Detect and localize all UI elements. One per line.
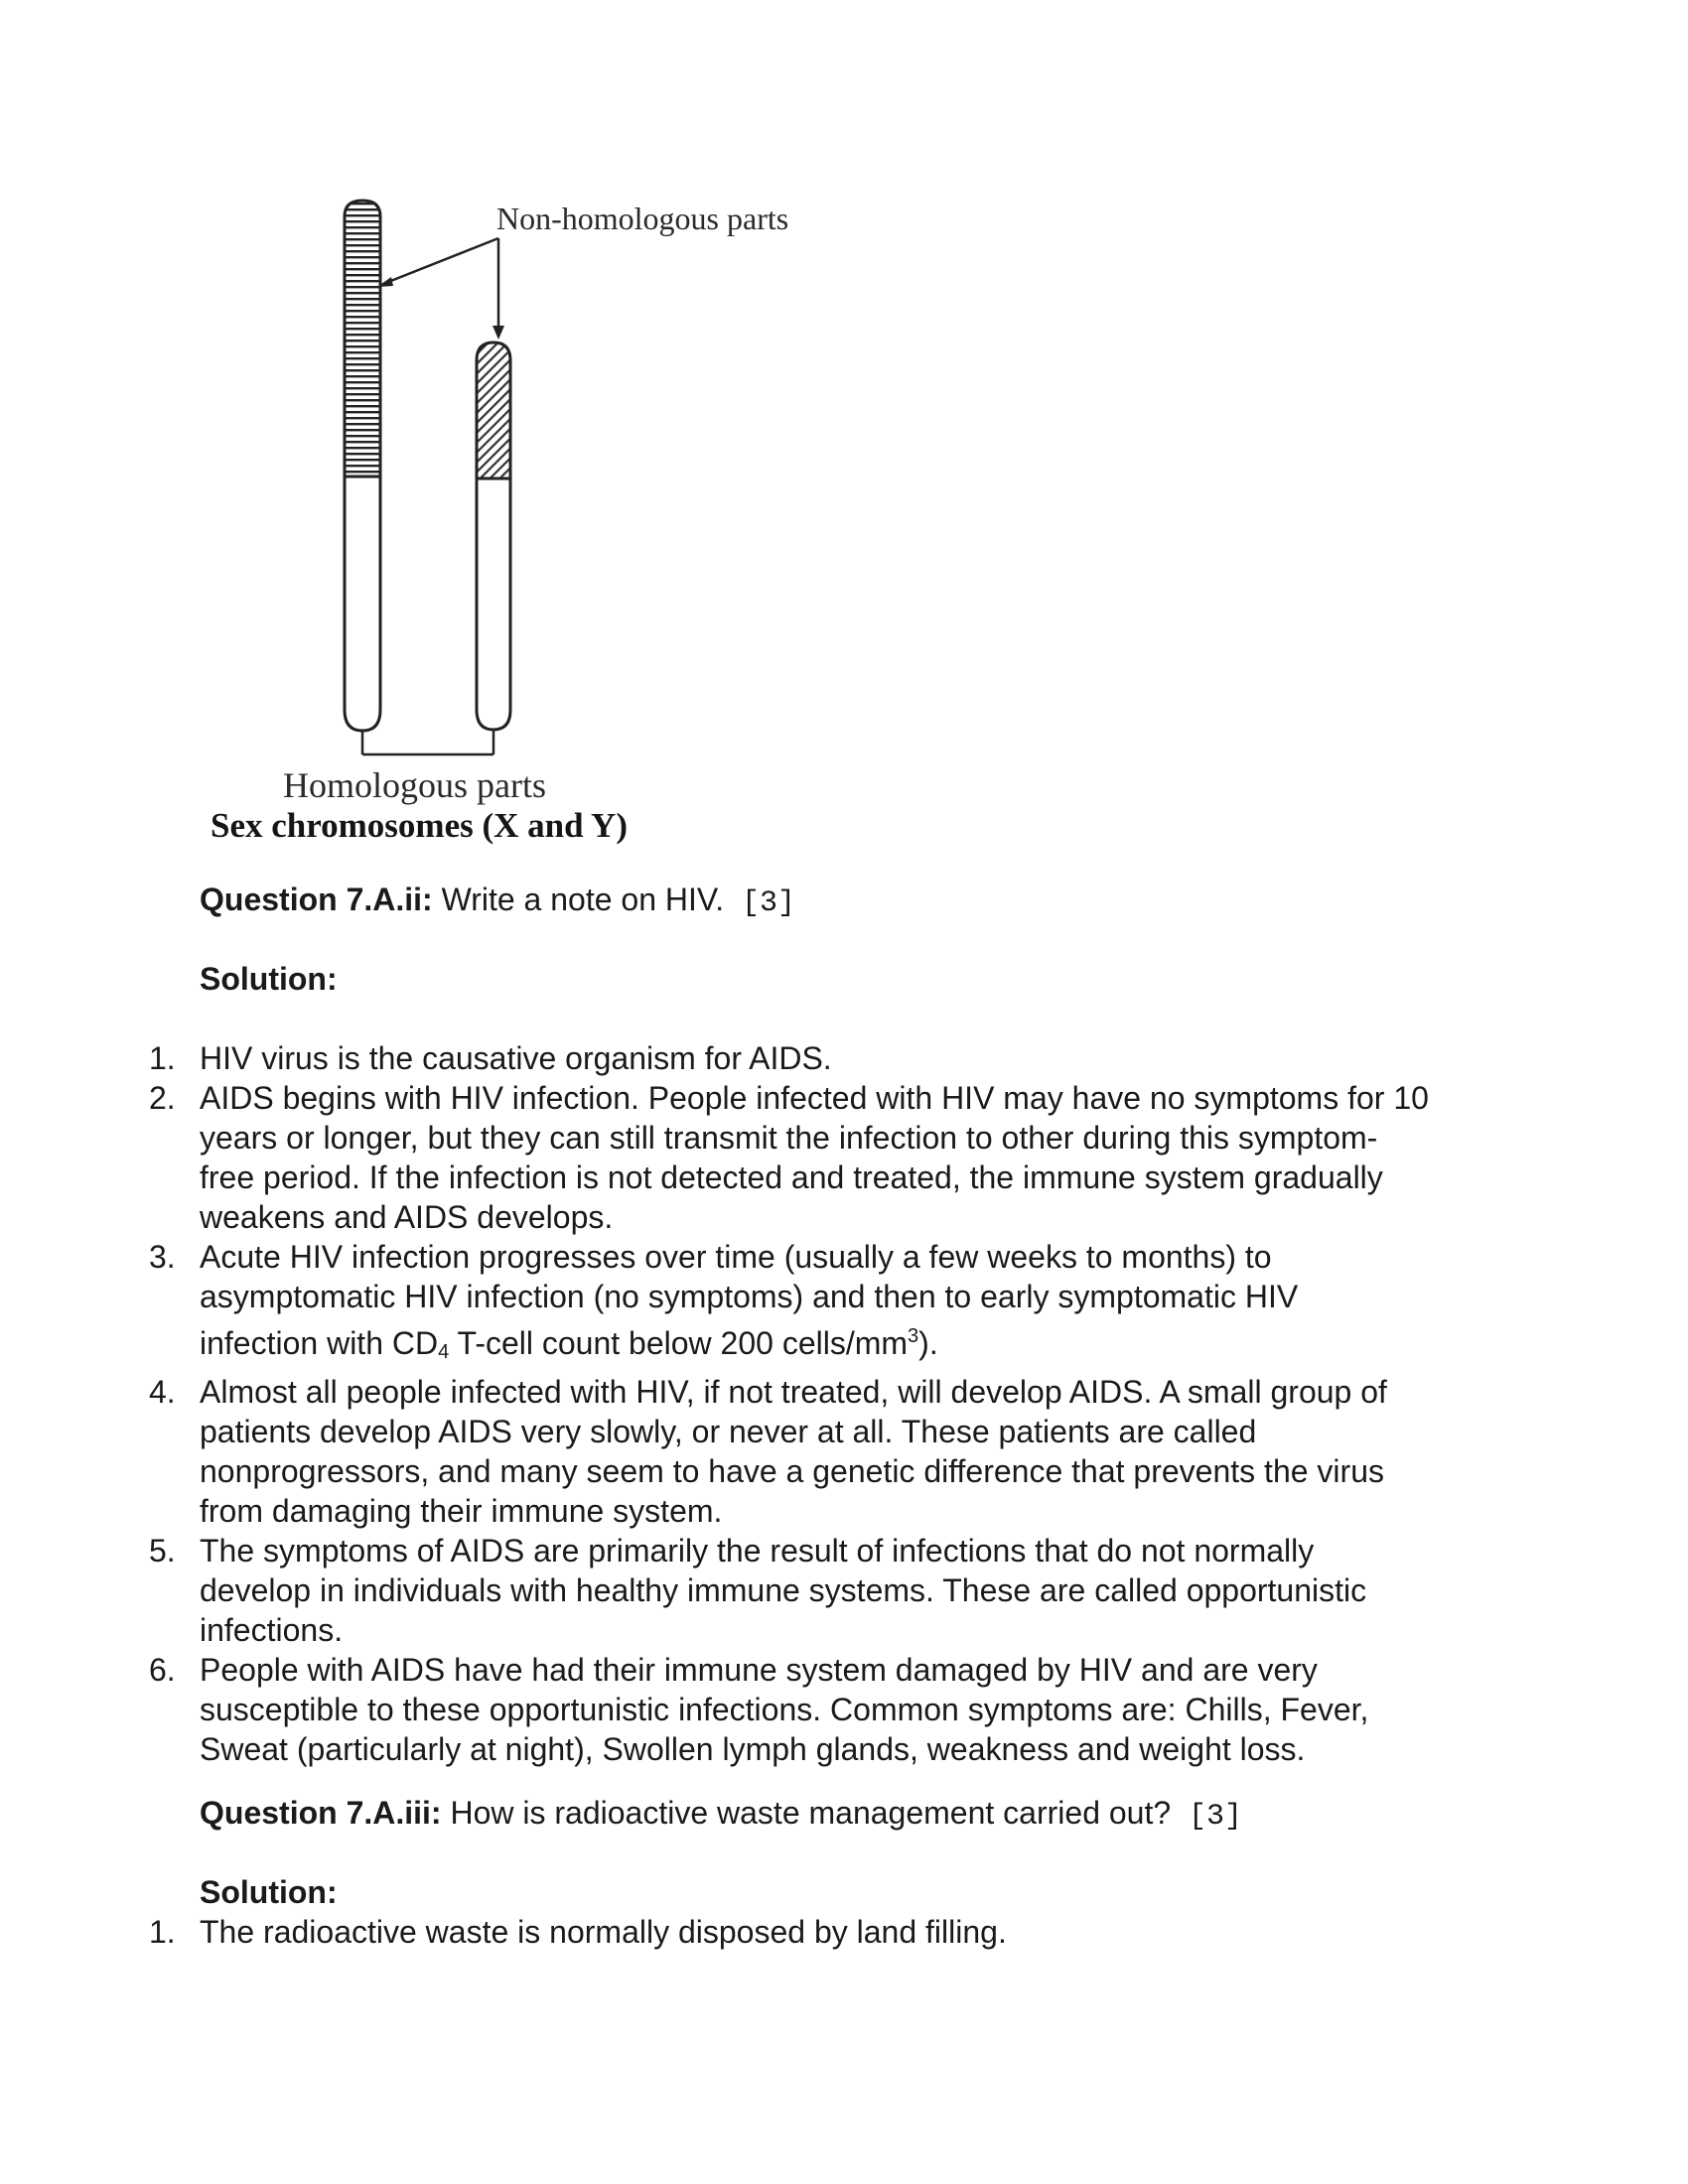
solution-heading: Solution: xyxy=(200,1874,338,1910)
question-7-a-ii xyxy=(200,880,795,923)
list-item: 6. People with AIDS have had their immune system damaged by HIV and are very susceptible to these opportunistic infections. Common symptoms are: Chills, Fever, Sweat (particularly at night), Swollen lymph glands, weakness and weight loss. xyxy=(149,1652,1369,1767)
y-chromosome xyxy=(477,342,510,730)
list-item: 1. The radioactive waste is normally disposed by land filling. xyxy=(149,1914,1007,1950)
item-number: 2. xyxy=(149,1080,176,1116)
label-non-homologous-parts: Non-homologous parts xyxy=(496,201,789,236)
marks-badge: [3] xyxy=(1188,1800,1242,1834)
homologous-bracket xyxy=(362,730,493,754)
x-homologous-region xyxy=(345,477,380,731)
x-chromosome xyxy=(345,201,380,731)
x-nonhomologous-region xyxy=(345,201,380,477)
item-number: 5. xyxy=(149,1533,176,1569)
item-number: 1. xyxy=(149,1040,176,1076)
radioactive-waste-solution-list xyxy=(0,1912,1490,1952)
arrowhead-y xyxy=(492,326,504,340)
marks-badge: [3] xyxy=(741,887,795,920)
question-7-a-iii xyxy=(200,1793,1242,1837)
hiv-solution-list xyxy=(0,1038,1490,1769)
item-number: 4. xyxy=(149,1374,176,1410)
question-label: Question 7.A.ii: xyxy=(200,882,433,917)
figure-caption: Sex chromosomes (X and Y) xyxy=(211,806,628,845)
chromosome-illustration xyxy=(189,179,864,864)
list-item: 5. The symptoms of AIDS are primarily the result of infections that do not normally develop in individuals with healthy immune systems. These are called opportunistic infections. xyxy=(149,1533,1367,1648)
solution-heading: Solution: xyxy=(200,961,338,997)
list-item: 1. HIV virus is the causative organism for AIDS. xyxy=(149,1040,832,1076)
item-number: 6. xyxy=(149,1652,176,1688)
list-item: 2. AIDS begins with HIV infection. People infected with HIV may have no symptoms for 10 years or longer, but they can still transmit the infection to other during this symptom- free period. If the infection is not detected and treated, the immune system gradually weakens and AIDS develops. xyxy=(149,1080,1429,1235)
item-number: 3. xyxy=(149,1239,176,1275)
sex-chromosome-diagram xyxy=(189,179,864,864)
question-text: Write a note on HIV. xyxy=(432,882,725,917)
question-text: How is radioactive waste management carried out? xyxy=(441,1795,1172,1831)
item-number: 1. xyxy=(149,1914,176,1950)
label-pointer-lines xyxy=(377,238,504,340)
y-nonhomologous-region xyxy=(477,342,510,478)
label-homologous-parts: Homologous parts xyxy=(283,765,546,805)
list-item: 4. Almost all people infected with HIV, if not treated, will develop AIDS. A small group of patients develop AIDS very slowly, or never at all. These patients are called nonprogressors, and many seem to have a genetic difference that prevents the virus from damaging their immune system. xyxy=(149,1374,1387,1529)
question-label: Question 7.A.iii: xyxy=(200,1795,442,1831)
y-homologous-region xyxy=(477,478,510,730)
list-item: 3. Acute HIV infection progresses over time (usually a few weeks to months) to asymptomatic HIV infection (no symptoms) and then to early symptomatic HIV infection with $CD_4$ T-cell count below 200 cells/$mm^3$). xyxy=(149,1239,1299,1363)
